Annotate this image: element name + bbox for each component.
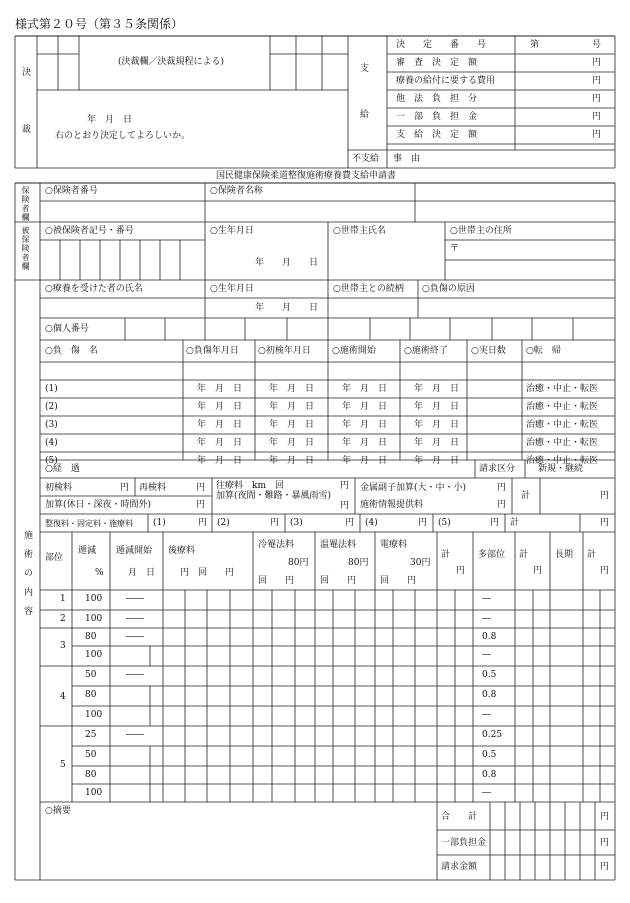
patient-name-label: ○療養を受けた者の氏名 <box>45 284 143 294</box>
yen-unit: 円 <box>600 838 610 848</box>
injury-row-date: 年 月 日 <box>197 438 243 448</box>
insured-birth-value: 年 月 日 <box>255 258 319 268</box>
yen-unit: 円 <box>497 500 507 510</box>
yen-unit: 円 <box>600 862 610 872</box>
detail-row-reduction-start: ―― <box>126 632 144 642</box>
patient-birth-value: 年 月 日 <box>255 303 319 313</box>
injury-row-number: (5) <box>45 456 58 466</box>
decision-statement: 右のとおり決定してよろしいか。 <box>55 131 191 141</box>
injury-row-date: 年 月 日 <box>269 438 315 448</box>
injury-row-outcome: 治癒・中止・転医 <box>526 438 599 448</box>
yen-unit: 円 <box>497 483 507 493</box>
injury-row-date: 年 月 日 <box>269 456 315 466</box>
detail-row-percent: 50 <box>85 750 97 760</box>
re-exam-fee-label: 再検料 <box>139 483 167 493</box>
payment-row-2: 審 査 決 定 額 <box>396 58 478 68</box>
payment-row-3: 療養の給付に要する費用 <box>396 76 496 86</box>
injury-row-date: 年 月 日 <box>197 402 243 412</box>
long-term-header: 長期 <box>555 550 574 560</box>
injury-row-date: 年 月 日 <box>414 438 460 448</box>
yen-unit: 円 <box>592 58 602 68</box>
detail-sum-header-3: 計 <box>587 550 597 560</box>
yen-unit: 円 <box>340 501 350 511</box>
injury-row-number: (4) <box>45 438 58 448</box>
detail-row-multi-part: ― <box>482 614 491 624</box>
detail-row-percent: 100 <box>85 614 103 624</box>
decision-label-1: 決 <box>22 68 32 78</box>
detail-row-reduction-start: ―― <box>126 670 144 680</box>
detail-row-percent: 100 <box>85 650 103 660</box>
insured-symbol-label: ○被保険者記号・番号 <box>45 226 134 236</box>
electro-therapy-units: 回 円 <box>380 576 417 586</box>
warm-compress-price: 80円 <box>348 558 369 568</box>
injury-row-date: 年 月 日 <box>269 384 315 394</box>
insured-side-label: 被保険者欄 <box>21 226 30 271</box>
injury-row-date: 年 月 日 <box>342 438 388 448</box>
injury-row-outcome: 治癒・中止・転医 <box>526 402 599 412</box>
metal-splint-label: 金属副子加算(大・中・小) <box>360 483 467 493</box>
yen-unit: 円 <box>270 518 280 528</box>
yen-unit: 円 <box>340 481 350 491</box>
after-treatment-header: 後療料 <box>168 546 196 556</box>
setup-fee-label: 整復料・固定料・施療料 <box>45 519 133 528</box>
injury-date-header: ○負傷年月日 <box>186 346 239 356</box>
insured-birth-label: ○生年月日 <box>210 226 254 236</box>
setup-total-label: 計 <box>510 518 520 528</box>
decision-date: 年 月 日 <box>87 115 133 125</box>
payment-number-unit: 号 <box>592 40 602 50</box>
setup-fee-2-label: (2) <box>217 518 230 528</box>
payment-number-prefix: 第 <box>530 40 540 50</box>
payment-row-1: 決 定 番 号 <box>396 40 487 50</box>
cold-compress-price: 80円 <box>288 558 309 568</box>
month-day-unit: 月 日 <box>128 568 156 578</box>
injury-cause-label: ○負傷の原因 <box>422 284 475 294</box>
yen-unit: 円 <box>592 94 602 104</box>
nonpayment-label: 不支給 <box>352 154 380 164</box>
detail-row-reduction-start: ―― <box>126 614 144 624</box>
payment-label-2: 給 <box>360 110 370 120</box>
form-title: 様式第２０号（第３５条関係） <box>15 17 184 31</box>
claim-type-label: 請求区分 <box>479 464 516 474</box>
injury-row-date: 年 月 日 <box>197 456 243 466</box>
actual-days-header: ○実日数 <box>471 346 506 356</box>
part-header: 部位 <box>45 553 64 563</box>
reduction-header: 逓減 <box>78 546 97 556</box>
injury-row-date: 年 月 日 <box>342 384 388 394</box>
multi-part-header: 多部位 <box>478 550 506 560</box>
electro-therapy-header: 電療料 <box>380 540 408 550</box>
detail-row-multi-part: 0.8 <box>482 632 497 642</box>
warm-compress-units: 回 円 <box>320 576 357 586</box>
total-label: 合 計 <box>441 812 478 822</box>
detail-row-multi-part: 0.8 <box>482 770 497 780</box>
claim-amount-label: 請求金額 <box>441 862 478 872</box>
yen-unit: 円 <box>198 518 208 528</box>
detail-row-multi-part: ― <box>482 788 491 798</box>
yen-unit: 円 <box>592 76 602 86</box>
injury-row-date: 年 月 日 <box>197 420 243 430</box>
house-call-fee-label: 往療料 km 回 <box>216 481 284 491</box>
detail-sum-header: 計 <box>441 550 451 560</box>
injury-row-outcome: 治癒・中止・転医 <box>526 420 599 430</box>
injury-row-date: 年 月 日 <box>414 402 460 412</box>
summary-label: ○摘要 <box>45 806 71 816</box>
insurer-side-label: 保険者欄 <box>21 186 30 222</box>
setup-fee-5-label: (5) <box>438 518 451 528</box>
yen-unit: 円 <box>600 491 610 501</box>
yen-unit: 円 <box>196 483 206 493</box>
after-hours-addition-label: 加算(休日・深夜・時間外) <box>45 500 152 510</box>
household-address-label: ○世帯主の住所 <box>450 226 512 236</box>
detail-row-part: 5 <box>60 760 66 770</box>
yen-unit: 円 <box>600 566 610 576</box>
electro-therapy-price: 30円 <box>410 558 431 568</box>
detail-row-multi-part: 0.8 <box>482 690 497 700</box>
injury-name-header: ○負 傷 名 <box>45 346 98 356</box>
injury-row-date: 年 月 日 <box>342 420 388 430</box>
insurer-number-label: ○保険者番号 <box>45 186 98 196</box>
first-exam-fee-label: 初検料 <box>45 483 73 493</box>
detail-row-percent: 100 <box>85 788 103 798</box>
yen-unit: 円 <box>196 500 206 510</box>
treatment-side-label: 施術の内容 <box>22 530 32 625</box>
detail-row-percent: 80 <box>85 770 97 780</box>
application-title: 国民健康保険柔道整復施術療養費支給申請書 <box>216 171 397 181</box>
injury-row-number: (3) <box>45 420 58 430</box>
copay-label: 一部負担金 <box>441 838 487 848</box>
outcome-header: ○転 帰 <box>526 346 561 356</box>
detail-row-part: 1 <box>60 594 66 604</box>
yen-unit: 円 <box>345 518 355 528</box>
detail-row-percent: 100 <box>85 710 103 720</box>
injury-row-date: 年 月 日 <box>414 420 460 430</box>
injury-row-date: 年 月 日 <box>269 420 315 430</box>
warm-compress-header: 温罨法料 <box>320 540 357 550</box>
detail-row-multi-part: ― <box>482 710 491 720</box>
setup-fee-3-label: (3) <box>290 518 303 528</box>
yen-unit: 円 <box>418 518 428 528</box>
yen-unit: 円 <box>600 518 610 528</box>
injury-row-date: 年 月 日 <box>197 384 243 394</box>
detail-row-multi-part: ― <box>482 650 491 660</box>
yen-unit: 円 <box>120 483 130 493</box>
percent-unit: % <box>95 568 104 578</box>
nonpayment-reason-label: 事 由 <box>393 154 421 164</box>
detail-row-percent: 25 <box>85 730 97 740</box>
payment-row-5: 一 部 負 担 金 <box>396 112 478 122</box>
detail-sum-header-2: 計 <box>519 550 529 560</box>
yen-unit: 円 <box>592 112 602 122</box>
injury-row-number: (1) <box>45 384 58 394</box>
personal-number-label: ○個人番号 <box>45 324 89 334</box>
household-head-label: ○世帯主氏名 <box>333 226 386 236</box>
injury-row-outcome: 治癒・中止・転医 <box>526 456 599 466</box>
injury-row-date: 年 月 日 <box>342 456 388 466</box>
cold-compress-units: 回 円 <box>258 576 295 586</box>
detail-row-reduction-start: ―― <box>126 594 144 604</box>
detail-row-percent: 100 <box>85 594 103 604</box>
detail-row-multi-part: 0.25 <box>482 730 503 740</box>
detail-row-part: 2 <box>60 614 66 624</box>
injury-row-date: 年 月 日 <box>414 384 460 394</box>
detail-row-multi-part: 0.5 <box>482 750 497 760</box>
detail-row-multi-part: ― <box>482 594 491 604</box>
decision-label-2: 裁 <box>22 125 32 135</box>
patient-birth-label: ○生年月日 <box>210 284 254 294</box>
claim-type-value: 新規・継続 <box>538 464 584 474</box>
payment-row-4: 他 法 負 担 分 <box>396 94 478 104</box>
detail-row-multi-part: 0.5 <box>482 670 497 680</box>
treatment-start-header: ○施術開始 <box>332 346 376 356</box>
yen-unit: 円 <box>592 130 602 140</box>
yen-unit: 円 <box>533 566 543 576</box>
treatment-end-header: ○施術終了 <box>404 346 448 356</box>
injury-row-outcome: 治癒・中止・転医 <box>526 384 599 394</box>
yen-unit: 円 <box>456 566 466 576</box>
decision-note: (決裁欄／決裁規程による) <box>118 57 225 67</box>
detail-row-reduction-start: ―― <box>126 730 144 740</box>
injury-row-number: (2) <box>45 402 58 412</box>
detail-row-part: 4 <box>60 692 66 702</box>
injury-row-date: 年 月 日 <box>269 402 315 412</box>
fees-total-label: 計 <box>521 491 531 501</box>
setup-fee-1-label: (1) <box>153 518 166 528</box>
detail-row-part: 3 <box>60 641 66 651</box>
detail-row-percent: 80 <box>85 690 97 700</box>
yen-unit: 円 <box>600 812 610 822</box>
injury-row-date: 年 月 日 <box>342 402 388 412</box>
reduction-start-header: 逓減開始 <box>116 546 153 556</box>
detail-row-percent: 80 <box>85 632 97 642</box>
first-exam-header: ○初検年月日 <box>258 346 311 356</box>
cold-compress-header: 冷罨法料 <box>258 540 295 550</box>
payment-row-6: 支 給 決 定 額 <box>396 130 478 140</box>
insurer-name-label: ○保険者名称 <box>210 186 263 196</box>
postal-mark: 〒 <box>450 244 460 254</box>
info-fee-label: 施術情報提供料 <box>360 500 424 510</box>
injury-row-date: 年 月 日 <box>414 456 460 466</box>
progress-label: ○経 過 <box>45 464 80 474</box>
detail-row-percent: 50 <box>85 670 97 680</box>
yen-unit: 円 <box>490 518 500 528</box>
house-call-addition-label: 加算(夜間・難路・暴風雨雪) <box>216 491 332 501</box>
payment-label-1: 支 <box>360 64 370 74</box>
after-treatment-units: 円 回 円 <box>180 568 235 578</box>
relation-label: ○世帯主との続柄 <box>333 284 404 294</box>
setup-fee-4-label: (4) <box>365 518 378 528</box>
